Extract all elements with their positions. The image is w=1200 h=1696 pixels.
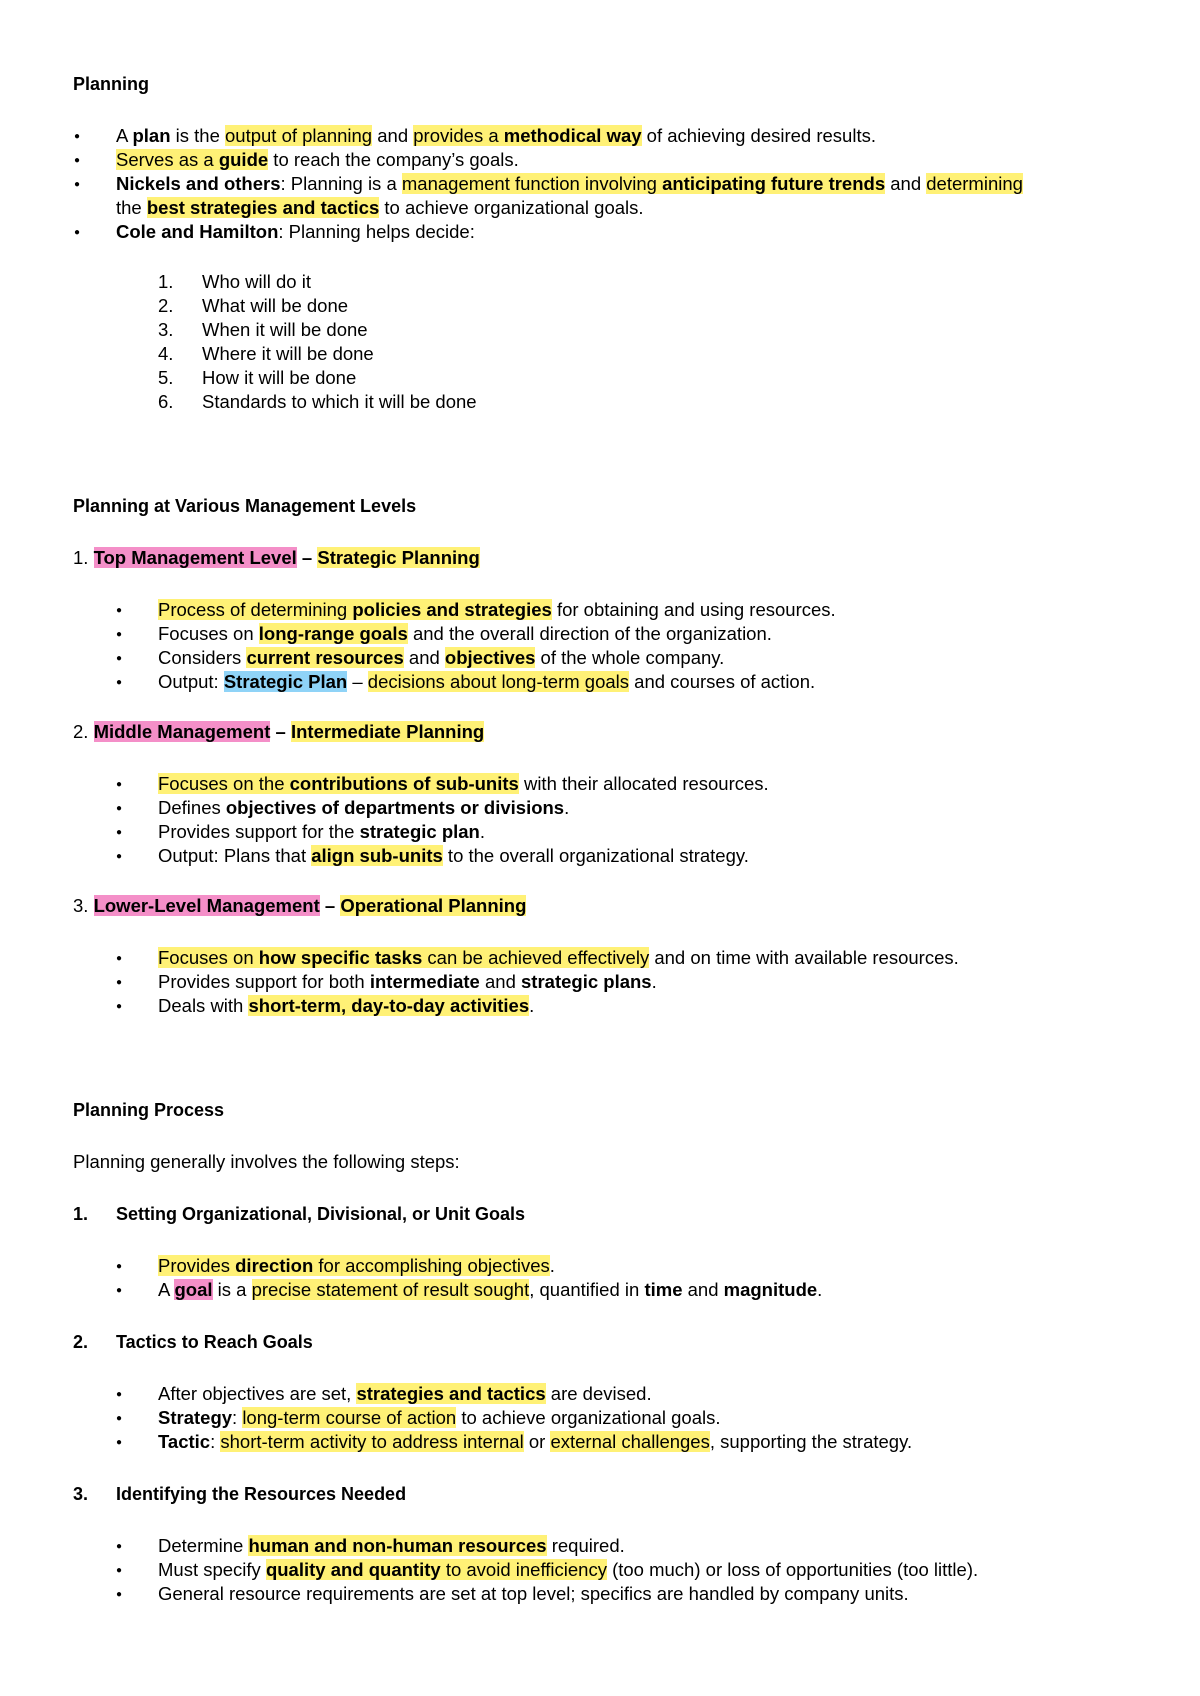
bullet-icon: ● — [116, 977, 123, 988]
bullet-icon: ● — [116, 1001, 123, 1012]
bullet-icon: ● — [116, 605, 123, 616]
bullet-icon: ● — [116, 629, 123, 640]
bullet-icon: ● — [116, 1413, 123, 1424]
bullet-icon: ● — [74, 179, 81, 190]
bullet-icon: ● — [116, 1589, 123, 1600]
section-title-management-levels: Planning at Various Management Levels — [73, 496, 417, 516]
bullet-icon: ● — [74, 227, 81, 238]
bullet-icon: ● — [116, 1389, 123, 1400]
bullet-icon: ● — [116, 953, 123, 964]
document-page: Planning ● A plan is the output of planning and provides a methodical way of achieving desired results. ● Serves as a guide to reach the company’s goals. ● Nickels and others: Planning is a management function involving anticipating future trends and determining the best strategies and tactics to achieve organizational goals. ● Cole and Hamilton: Planning helps decide: 1. Who will do it 2. What will be done 3. When it will be done 4. Where it will be done 5. How it will be done 6. Standards to which it will be done Planning at Various Management Levels 1. Top Management Level – Strategic Planning ● Process of determining policies and strategies for obtaining and using resources. ● Focuses on long-range goals and the overall direction of the organization. ● Considers current resources and objectives of the whole company. ● Output: Strategic Plan – decisions about long-term goals and courses of action. 2. Middle Management – Intermediate Planning ● Focuses on the contributions of sub-units with their allocated resources. ● Defines objectives of departments or divisions. ● Provides support for the strategic plan. ● Output: Plans that align sub-units to the overall organizational strategy. 3. Lower-Level Management – Operational Planning ● Focuses on how specific tasks can be achieved effectively and on time with available resources. ● Provides support for both intermediate and strategic plans. ● Deals with short-term, day-to-day activities. Planning Process Planning generally involves the following steps: 1. Setting Organizational, Divisional, or Unit Goals ● Provides direction for accomplishing objectives. ● A goal is a precise statement of result sought, quantified in time and magnitude. 2. Tactics to Reach Goals ● After objectives are set, strategies and tactics are devised. ● Strategy: long-term course of action to achieve organizational goals. ● Tactic: short-term activity to address internal or external challenges, supporting the strategy. 3. Identifying the Resources Needed ● Determine human and non-human resources required. ● Must specify quality and quantity to avoid inefficiency (too much) or loss of opportunities (too little). ● General resource requirements are set at top level; specifics are handled by company units. — [0, 0, 1200, 1696]
bullet-icon: ● — [116, 653, 123, 664]
bullet-icon: ● — [116, 677, 123, 688]
section-title-planning-process: Planning Process — [73, 1100, 225, 1120]
bullet-icon: ● — [116, 803, 123, 814]
bullet-icon: ● — [116, 1565, 123, 1576]
bullet-icon: ● — [116, 827, 123, 838]
bullet-icon: ● — [116, 1437, 123, 1448]
bullet-icon: ● — [116, 851, 123, 862]
bullet-icon: ● — [74, 155, 81, 166]
section-title-planning: Planning — [73, 74, 149, 94]
bullet-icon: ● — [116, 1285, 123, 1296]
bullet-icon: ● — [116, 1541, 123, 1552]
bullet-icon: ● — [116, 779, 123, 790]
bullet-icon: ● — [116, 1261, 123, 1272]
bullet-icon: ● — [74, 131, 81, 142]
